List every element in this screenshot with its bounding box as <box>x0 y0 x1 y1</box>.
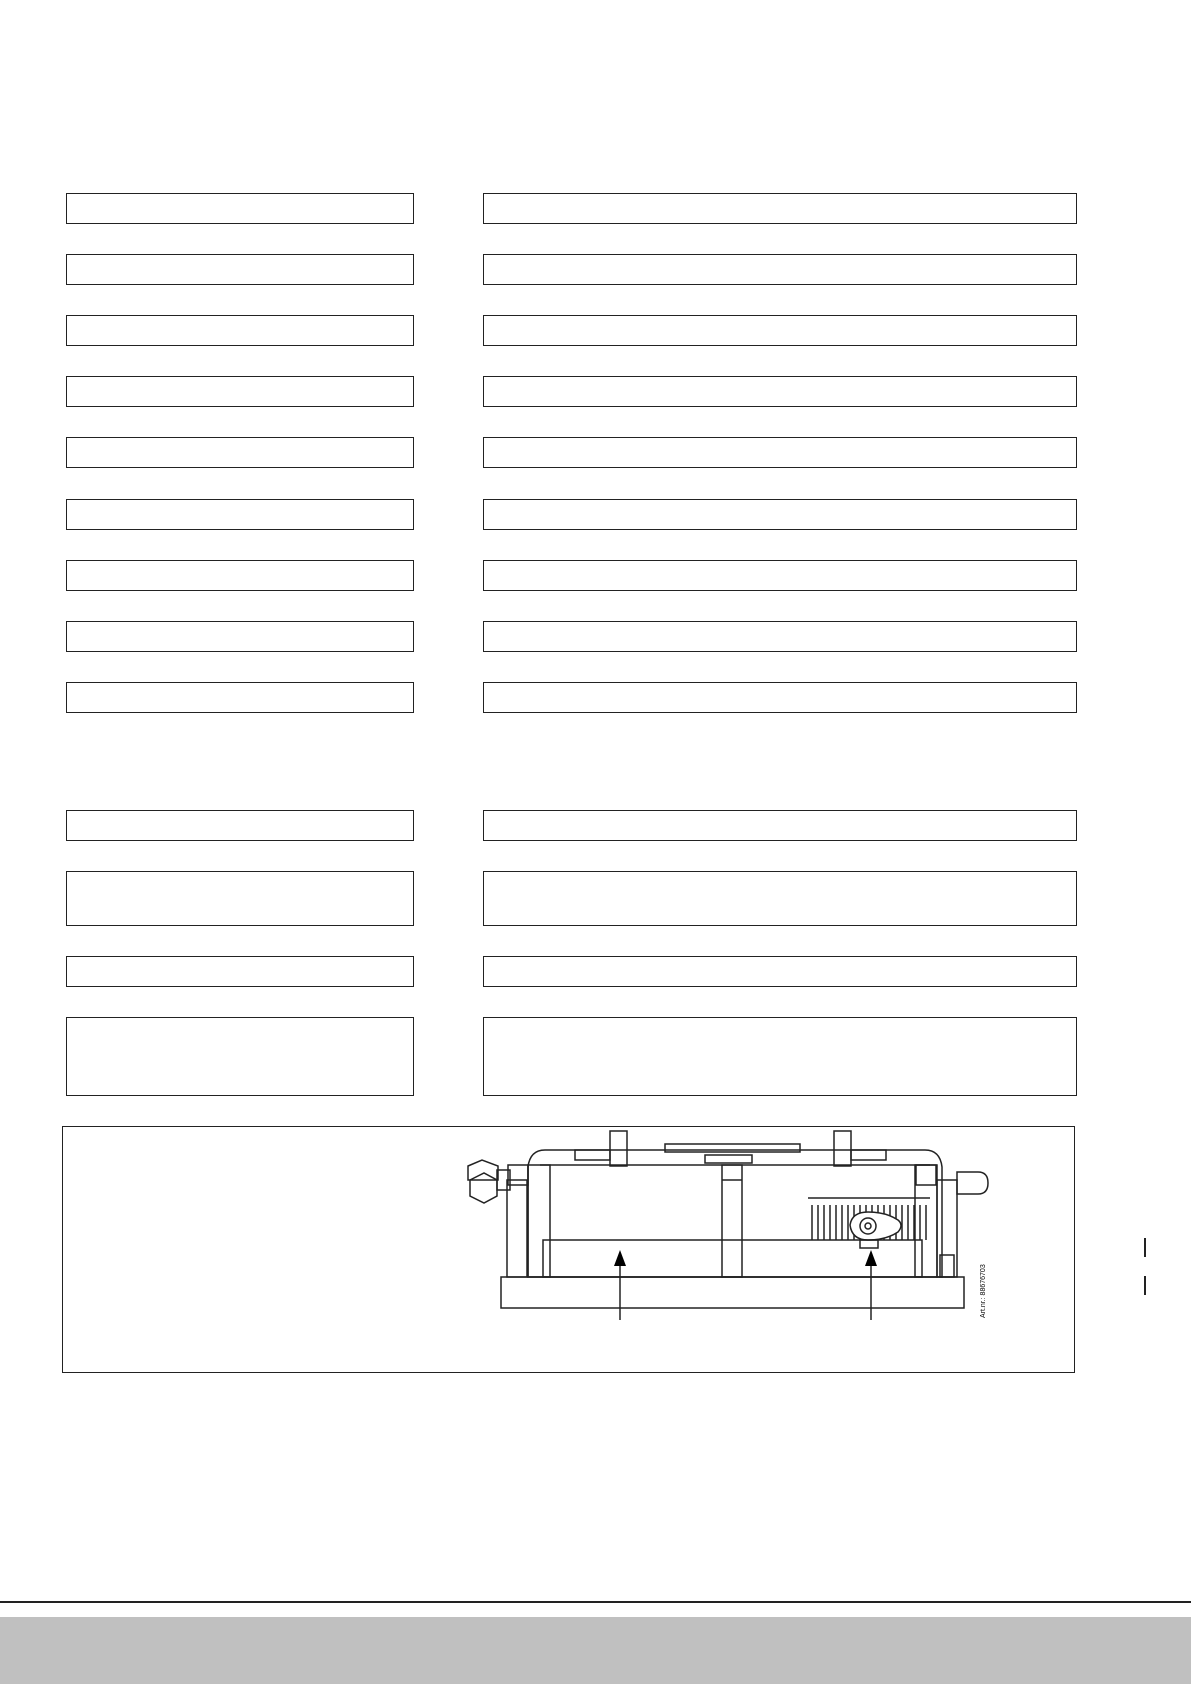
center-post <box>722 1165 742 1277</box>
arrow-1-head <box>614 1250 626 1266</box>
footer-rule <box>0 1601 1191 1603</box>
inner-plate <box>543 1240 922 1277</box>
base-plate <box>501 1277 964 1308</box>
margin-tick-top <box>1144 1238 1146 1257</box>
top-center-plate <box>665 1144 800 1152</box>
top-stud-left <box>610 1131 627 1166</box>
top-stud-right <box>834 1131 851 1166</box>
arrow-2-head <box>865 1250 877 1266</box>
right-cap <box>957 1172 988 1194</box>
art-number: Art.nr.: 88676703 <box>980 1264 987 1318</box>
left-post <box>528 1165 550 1277</box>
footer-band <box>0 1617 1191 1684</box>
left-nut <box>470 1173 497 1203</box>
margin-tick-bottom <box>1144 1276 1146 1295</box>
